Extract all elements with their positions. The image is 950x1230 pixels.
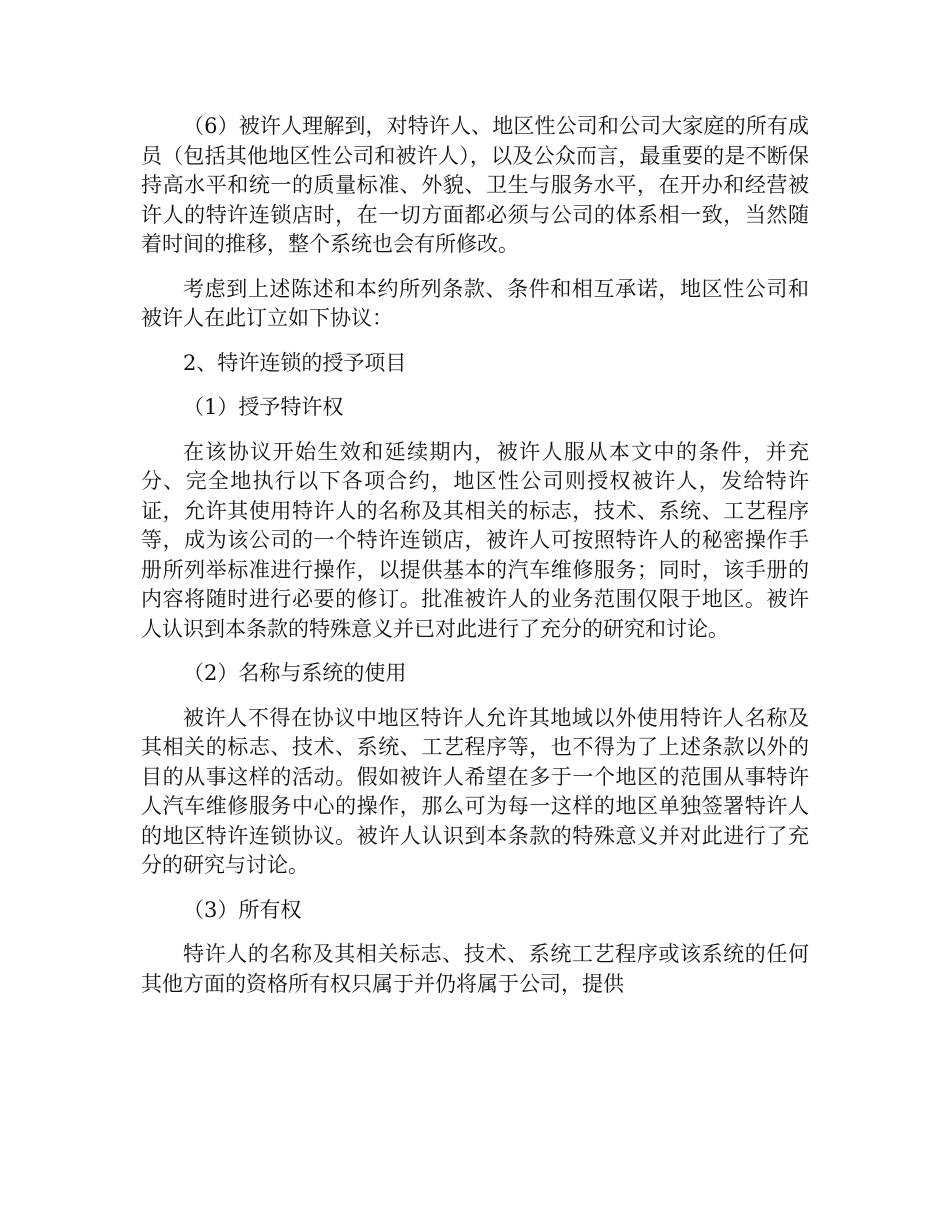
section-heading-franchise-grant-items: 2、特许连锁的授予项目 [183, 350, 407, 375]
subheading-use-of-name-and-system: （2）名称与系统的使用 [183, 661, 407, 685]
subheading-ownership: （3）所有权 [183, 897, 302, 922]
paragraph-grant-franchise: 在该协议开始生效和延续期内，被许人服从本文中的条件，并充分、完全地执行以下各项合约，地区性公司则授权被许人，发给特许证，允许其使用特许人的名称及其相关的标志，技术、系统、工艺程序等，成为该公司的一个特许连锁店，被许人可按照特许人的秘密操作手册所列举标准进行操作，以提供基本的汽车维修服务；同时，该手册的内容将随时进行必要的修订。批准被许人的业务范围仅限于地区。被许人认识到本条款的特殊意义并已对此进行了充分的研究和讨论。 [141, 439, 809, 641]
paragraph-agreement-preamble: 考虑到上述陈述和本约所列条款、条件和相互承诺，地区性公司和被许人在此订立如下协议： [141, 276, 809, 330]
paragraph-use-of-name-and-system: 被许人不得在协议中地区特许人允许其地域以外使用特许人名称及其相关的标志、技术、系统、工艺程序等，也不得为了上述条款以外的目的从事这样的活动。假如被许人希望在多于一个地区的范围从事特许人汽车维修服务中心的操作，那么可为每一这样的地区单独签署特许人的地区特许连锁协议。被许人认识到本条款的特殊意义并对此进行了充分的研究与讨论。 [141, 705, 809, 877]
document-page [141, 112, 809, 1014]
paragraph-ownership: 特许人的名称及其相关标志、技术、系统工艺程序或该系统的任何其他方面的资格所有权只属于并仍将属于公司，提供 [141, 942, 809, 996]
paragraph-6-quality-standards: （6）被许人理解到，对特许人、地区性公司和公司大家庭的所有成员（包括其他地区性公司和被许人），以及公众而言，最重要的是不断保持高水平和统一的质量标准、外貌、卫生与服务水平，在开办和经营被许人的特许连锁店时，在一切方面都必须与公司的体系相一致，当然随着时间的推移，整个系统也会有所修改。 [141, 114, 809, 256]
subheading-grant-franchise: （1）授予特许权 [183, 395, 344, 419]
